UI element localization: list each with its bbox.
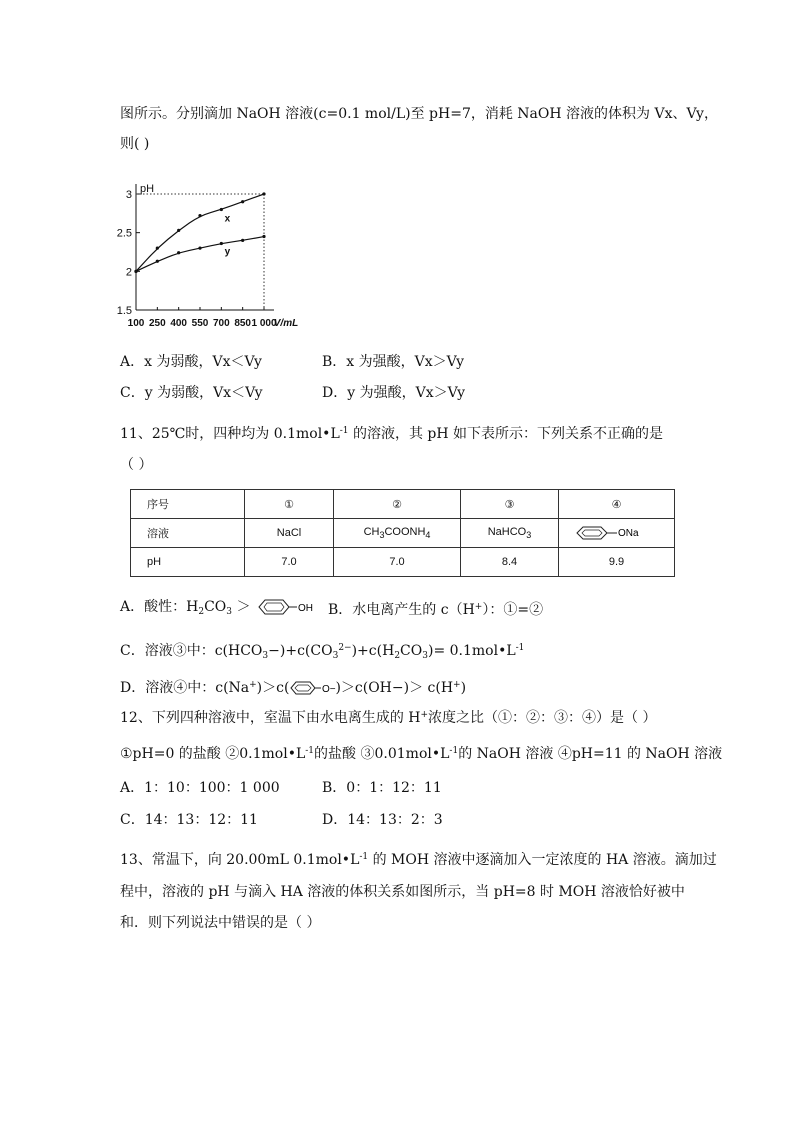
data-point-y — [156, 260, 159, 263]
data-point-y — [220, 242, 223, 245]
svg-text:OH: OH — [297, 603, 313, 614]
table-cell — [559, 519, 675, 548]
svg-text:O−: O− — [322, 684, 337, 695]
q10-option-b[interactable]: B．x 为强酸，Vx＞Vy — [322, 354, 465, 370]
table-header: 序号 — [131, 490, 245, 519]
x-tick-label: 850 — [234, 318, 252, 329]
data-point-x — [198, 214, 201, 217]
q10-stem-line2: 则( ) — [120, 136, 150, 152]
q12-stem: 12、下列四种溶液中，室温下由水电离生成的 H+浓度之比（①：②：③：④）是（ ） — [120, 710, 657, 726]
phenoxide-ion-structure — [289, 680, 335, 696]
q13-line2: 程中，溶液的 pH 与滴入 HA 溶液的体积关系如图所示，当 pH=8 时 MOH 溶液恰好被中 — [120, 884, 685, 900]
q12-option-a[interactable]: A．1：10：100：1 000 — [120, 780, 280, 796]
series-line-y — [136, 237, 264, 272]
table-header: ④ — [559, 490, 675, 519]
data-point-x — [241, 200, 244, 203]
data-point-y — [262, 235, 265, 238]
table-row — [131, 490, 675, 519]
data-point-y — [177, 251, 180, 254]
ph-volume-chart — [116, 168, 320, 330]
x-tick-label: 1 000 — [251, 318, 277, 329]
q11-stem-text: 11、25℃时，四种均为 $0.1mol•L^{-1}$ 的溶液，其 pH 如下表所示：下列关系不正确的是 — [120, 426, 664, 442]
y-axis-label: pH — [140, 183, 155, 195]
table-cell: 9.9 — [559, 548, 675, 577]
table-header: ③ — [461, 490, 559, 519]
q12-sub: ①pH=0 的盐酸 $②0.1mol•L^{-1}$的盐酸 $③0.01mol•L^{-1}$的 NaOH 溶液 ④pH=11 的 NaOH 溶液 — [120, 746, 723, 762]
sodium-phenoxide-structure — [571, 525, 663, 541]
data-point-y — [134, 270, 137, 273]
chart-ticks — [117, 189, 299, 329]
table-cell: 7.0 — [334, 548, 461, 577]
q10-option-a[interactable]: A．x 为弱酸，Vx＜Vy — [120, 354, 262, 370]
table-cell: NaCl — [245, 519, 334, 548]
x-tick-label: 700 — [212, 318, 230, 329]
chart-reference-lines — [136, 194, 264, 310]
data-point-x — [262, 192, 265, 195]
q11-option-a[interactable]: A．酸性：$H_2CO_3$ ＞ OH — [120, 597, 317, 622]
svg-text:ONa: ONa — [617, 528, 639, 539]
series-label-y: y — [224, 246, 231, 258]
data-point-y — [241, 239, 244, 242]
x-tick-label: 250 — [148, 318, 166, 329]
table-header: ② — [334, 490, 461, 519]
x-tick-label: 100 — [127, 318, 145, 329]
x-tick-label: 550 — [191, 318, 209, 329]
table-cell: 8.4 — [461, 548, 559, 577]
series-line-x — [136, 194, 264, 271]
q12-option-c[interactable]: C．14：13：12：11 — [120, 812, 258, 828]
phenol-structure — [255, 598, 317, 616]
q11-stem — [120, 421, 663, 444]
table-cell: $CH_3COONH_4$ — [334, 519, 461, 548]
q11-paren: （ ） — [120, 457, 153, 473]
data-point-x — [220, 208, 223, 211]
q12-option-b[interactable]: B．0：1：12：11 — [322, 780, 442, 796]
x-axis-label: V/mL — [273, 318, 299, 329]
data-point-x — [156, 247, 159, 250]
table-row — [131, 519, 675, 548]
q11-option-d[interactable]: D．溶液④中：c(Na+)＞c( O− )＞c(OH−)＞ c(H+) — [120, 680, 467, 696]
q13-line1: 13、常温下，向 20.00mL $0.1mol•L^{-1}$ 的 MOH 溶液中逐滴加入一定浓度的 HA 溶液。滴加过 — [120, 852, 717, 868]
x-tick-label: 400 — [170, 318, 188, 329]
q13-line3: 和．则下列说法中错误的是（ ） — [120, 915, 321, 931]
table-cell: 7.0 — [245, 548, 334, 577]
y-tick-label: 2 — [125, 266, 132, 279]
q10-option-d[interactable]: D．y 为强酸，Vx＞Vy — [322, 385, 466, 401]
table-header: ① — [245, 490, 334, 519]
data-point-x — [177, 229, 180, 232]
data-point-y — [198, 247, 201, 250]
q12-option-d[interactable]: D．14：13：2：3 — [322, 812, 443, 828]
y-tick-label: 3 — [125, 189, 132, 201]
table-row — [131, 548, 675, 577]
chart-series — [134, 192, 265, 273]
q10-stem-line1: 图所示。分别滴加 NaOH 溶液(c=0.1 mol/L)至 pH=7，消耗 NaOH 溶液的体积为 Vx、Vy， — [120, 106, 718, 122]
q10-option-c[interactable]: C．y 为弱酸，Vx＜Vy — [120, 385, 263, 401]
q11-option-b[interactable]: B．水电离产生的 c（H+）：①=② — [328, 602, 544, 618]
q11-ph-table — [130, 489, 675, 577]
q11-option-c[interactable]: C．溶液③中：$c(HCO_3-)+c(CO_3^{2-})+c(H_2CO_3)=$ $0.1mol•L^{-1}$ — [120, 643, 525, 661]
table-cell: NaHCO$_3$ — [461, 519, 559, 548]
table-cell: pH — [131, 548, 245, 577]
y-tick-label: 1.5 — [116, 305, 132, 317]
table-cell: 溶液 — [131, 519, 245, 548]
series-label-x: x — [224, 213, 231, 225]
y-tick-label: 2.5 — [116, 227, 132, 240]
